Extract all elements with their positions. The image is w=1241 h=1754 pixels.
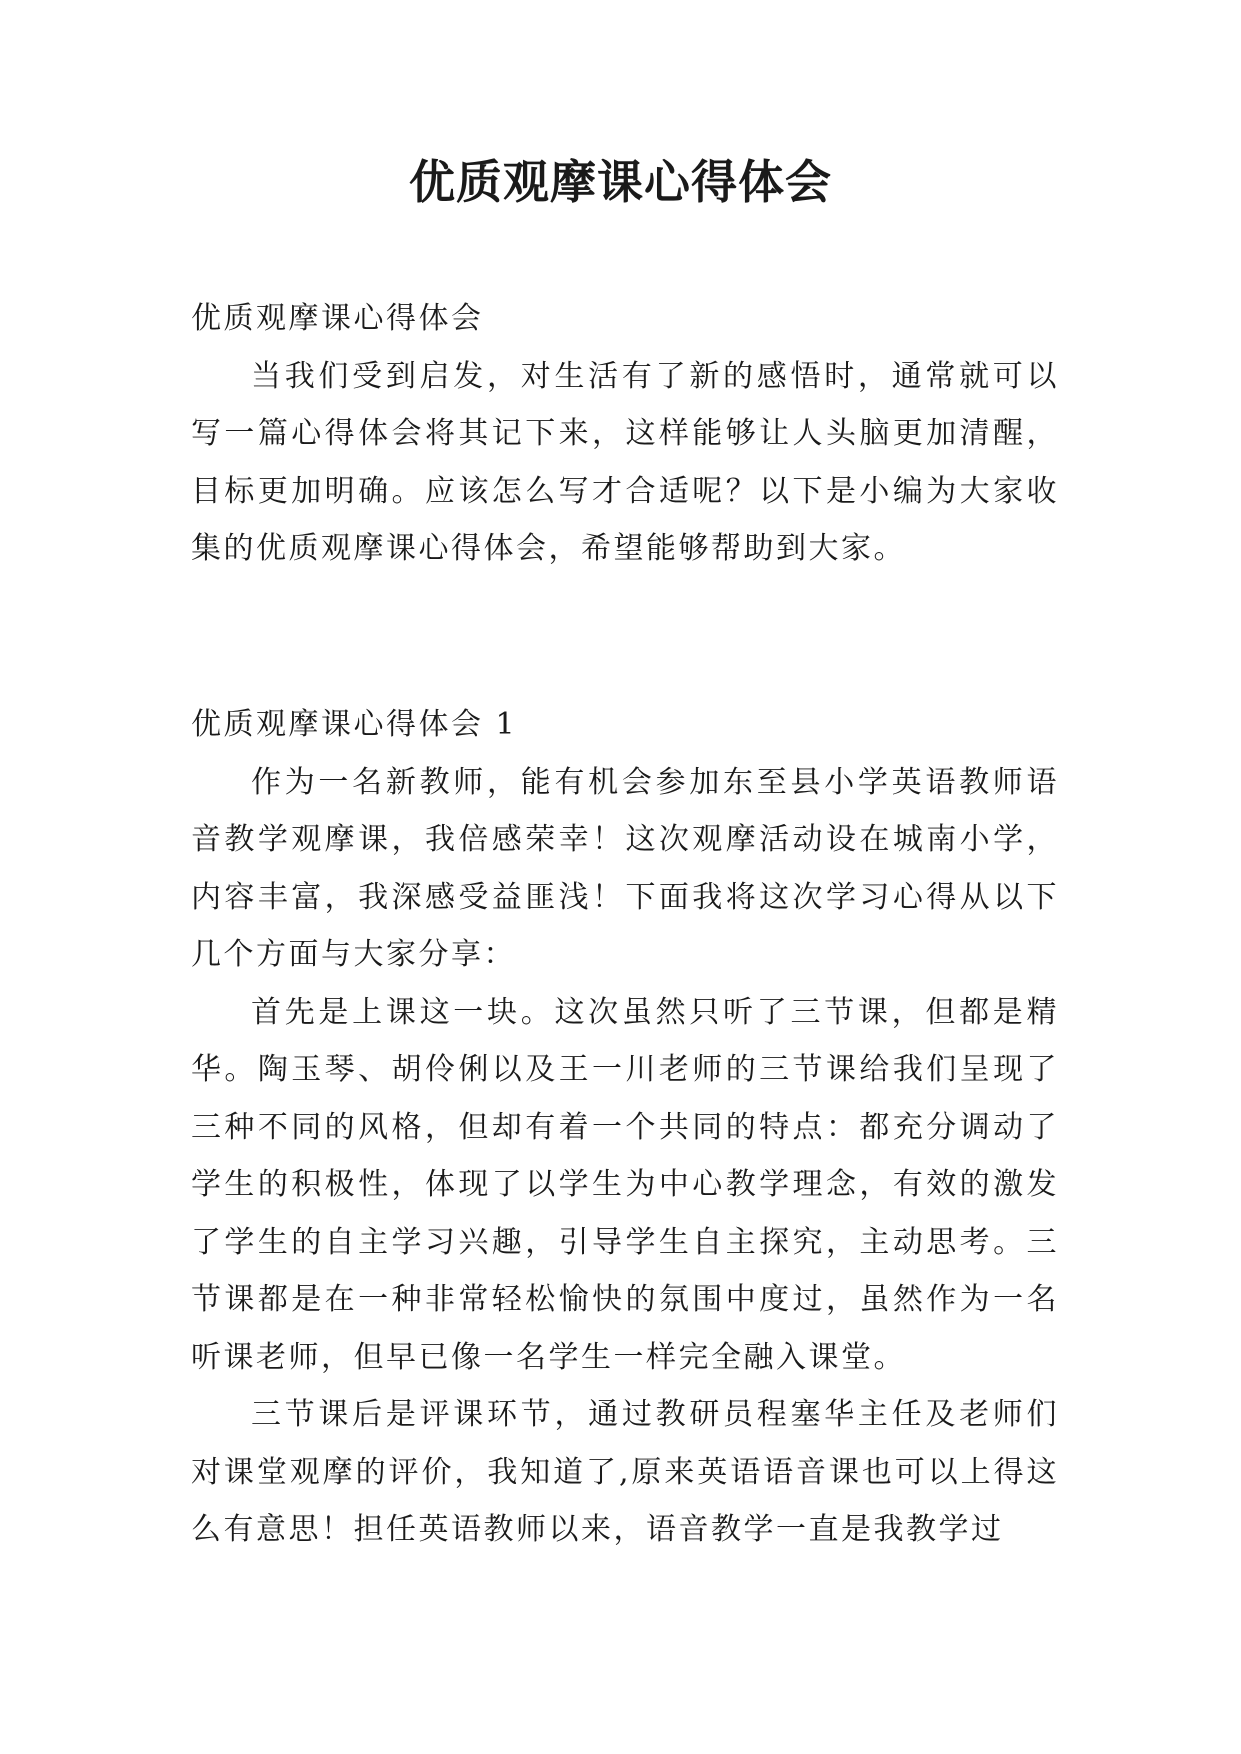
section-1-paragraph-1: 作为一名新教师，能有机会参加东至县小学英语教师语音教学观摩课，我倍感荣幸！这次观摩活动设在城南小学，内容丰富，我深感受益匪浅！下面我将这次学习心得从以下几个方面与大家分享： xyxy=(191,764,1059,972)
intro-paragraph: 当我们受到启发，对生活有了新的感悟时，通常就可以写一篇心得体会将其记下来，这样能够让人头脑更加清醒，目标更加明确。应该怎么写才合适呢？以下是小编为大家收集的优质观摩课心得体会，希望能够帮助到大家。 xyxy=(191,358,1059,566)
intro-section xyxy=(191,290,1059,578)
document-title: 优质观摩课心得体会 xyxy=(409,155,832,209)
section-1-heading: 优质观摩课心得体会 1 xyxy=(191,707,518,742)
section-1 xyxy=(191,696,1059,1559)
section-1-paragraph-3: 三节课后是评课环节，通过教研员程塞华主任及老师们对课堂观摩的评价，我知道了,原来英语语音课也可以上得这么有意思！担任英语教师以来，语音教学一直是我教学过 xyxy=(191,1397,1059,1547)
intro-heading: 优质观摩课心得体会 xyxy=(191,301,484,336)
section-1-paragraph-2: 首先是上课这一块。这次虽然只听了三节课，但都是精华。陶玉琴、胡伶俐以及王一川老师的三节课给我们呈现了三种不同的风格，但却有着一个共同的特点：都充分调动了学生的积极性，体现了以学生为中心教学理念，有效的激发了学生的自主学习兴趣，引导学生自主探究，主动思考。三节课都是在一种非常轻松愉快的氛围中度过，虽然作为一名听课老师，但早已像一名学生一样完全融入课堂。 xyxy=(191,994,1059,1375)
